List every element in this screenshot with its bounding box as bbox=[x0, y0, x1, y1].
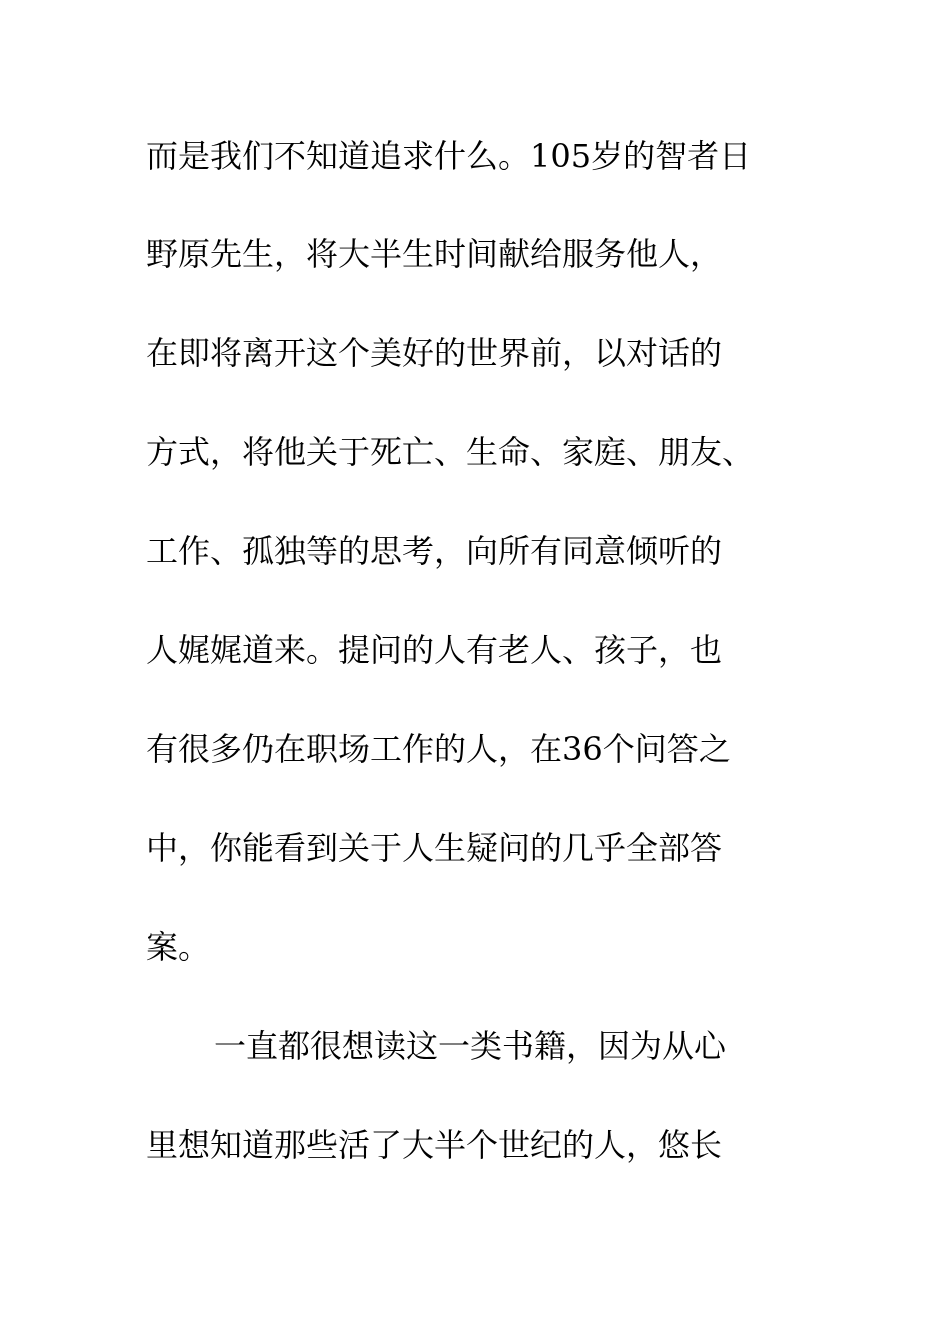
text-line: 方式，将他关于死亡、生命、家庭、朋友、 bbox=[146, 433, 755, 471]
text-line: 在即将离开这个美好的世界前，以对话的 bbox=[146, 334, 723, 372]
paragraph-first-line: 一直都很想读这一类书籍，因为从心 bbox=[214, 1027, 727, 1065]
text-line: 有很多仍在职场工作的人，在36个问答之 bbox=[146, 730, 731, 768]
text-line: 而是我们不知道追求什么。105岁的智者日 bbox=[146, 137, 752, 175]
text-line: 人娓娓道来。提问的人有老人、孩子，也 bbox=[146, 631, 723, 669]
text-line: 野原先生，将大半生时间献给服务他人， bbox=[146, 235, 723, 273]
text-line: 案。 bbox=[146, 928, 211, 966]
text-line: 中，你能看到关于人生疑问的几乎全部答 bbox=[146, 829, 723, 867]
text-line: 工作、孤独等的思考，向所有同意倾听的 bbox=[146, 532, 723, 570]
text-line: 里想知道那些活了大半个世纪的人，悠长 bbox=[146, 1126, 723, 1164]
